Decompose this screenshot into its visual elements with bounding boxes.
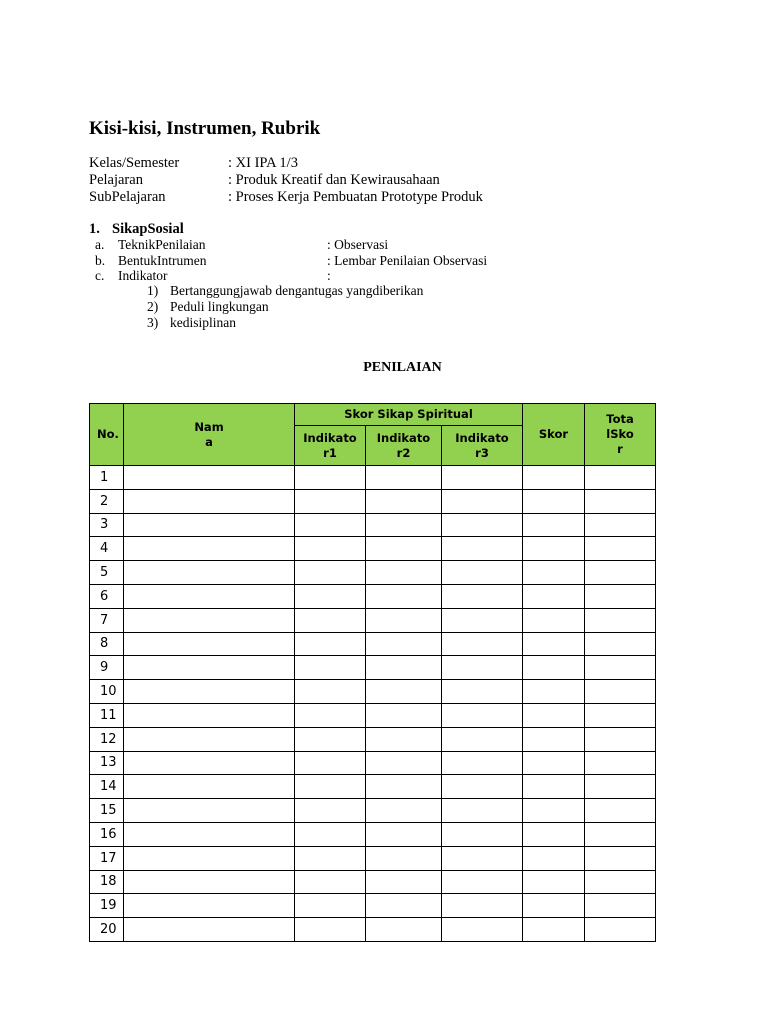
header-no: No. xyxy=(90,404,124,466)
skor-cell[interactable] xyxy=(523,584,585,608)
total-skor-cell[interactable] xyxy=(585,537,656,561)
row-number: 13 xyxy=(90,751,124,775)
indikator-3-cell[interactable] xyxy=(442,751,523,775)
table-row xyxy=(90,489,656,513)
indikator-3-cell[interactable] xyxy=(442,870,523,894)
table-row xyxy=(90,513,656,537)
indikator-3-cell[interactable] xyxy=(442,537,523,561)
indikator-3-cell[interactable] xyxy=(442,822,523,846)
row-number: 4 xyxy=(90,537,124,561)
header-group: Skor Sikap Spiritual xyxy=(295,404,523,426)
nama-cell[interactable] xyxy=(124,894,295,918)
item-letter: c. xyxy=(95,268,105,283)
header-ind1-line1: Indikato xyxy=(303,430,357,445)
row-number: 12 xyxy=(90,727,124,751)
section-title: SikapSosial xyxy=(112,221,184,237)
table-row xyxy=(90,846,656,870)
table-row xyxy=(90,918,656,942)
indikator-3-cell[interactable] xyxy=(442,489,523,513)
row-number: 15 xyxy=(90,799,124,823)
indikator-1-cell[interactable] xyxy=(295,466,366,490)
row-number: 2 xyxy=(90,489,124,513)
row-number: 8 xyxy=(90,632,124,656)
nama-cell[interactable] xyxy=(124,561,295,585)
indikator-1-cell[interactable] xyxy=(295,608,366,632)
skor-cell[interactable] xyxy=(523,870,585,894)
total-skor-cell[interactable] xyxy=(585,632,656,656)
skor-cell[interactable] xyxy=(523,561,585,585)
indikator-2-cell[interactable] xyxy=(366,656,442,680)
header-nama-line1: Nam xyxy=(194,419,224,434)
table-row xyxy=(90,632,656,656)
indicator-number: 3) xyxy=(147,315,159,330)
header-total-line3: r xyxy=(617,442,623,456)
header-ind3-line2: r3 xyxy=(475,445,489,460)
indikator-3-cell[interactable] xyxy=(442,703,523,727)
indicator-text: kedisiplinan xyxy=(170,315,236,330)
score-table xyxy=(89,403,656,942)
indikator-2-cell[interactable] xyxy=(366,584,442,608)
nama-cell[interactable] xyxy=(124,870,295,894)
skor-cell[interactable] xyxy=(523,608,585,632)
indikator-2-cell[interactable] xyxy=(366,561,442,585)
total-skor-cell[interactable] xyxy=(585,513,656,537)
indikator-3-cell[interactable] xyxy=(442,656,523,680)
skor-cell[interactable] xyxy=(523,466,585,490)
table-row xyxy=(90,703,656,727)
indikator-2-cell[interactable] xyxy=(366,799,442,823)
header-total-line2: lSko xyxy=(606,427,634,441)
skor-cell[interactable] xyxy=(523,680,585,704)
table-row xyxy=(90,656,656,680)
indikator-2-cell[interactable] xyxy=(366,513,442,537)
nama-cell[interactable] xyxy=(124,727,295,751)
skor-cell[interactable] xyxy=(523,632,585,656)
section-number: 1. xyxy=(89,221,100,237)
total-skor-cell[interactable] xyxy=(585,680,656,704)
header-ind1-line2: r1 xyxy=(323,445,337,460)
total-skor-cell[interactable] xyxy=(585,703,656,727)
item-label: Indikator xyxy=(118,268,168,283)
indicator-number: 2) xyxy=(147,299,159,314)
row-number: 10 xyxy=(90,680,124,704)
row-number: 14 xyxy=(90,775,124,799)
row-number: 18 xyxy=(90,870,124,894)
row-number: 17 xyxy=(90,846,124,870)
indikator-3-cell[interactable] xyxy=(442,466,523,490)
row-number: 16 xyxy=(90,822,124,846)
item-value: : Observasi xyxy=(327,237,389,252)
indikator-1-cell[interactable] xyxy=(295,680,366,704)
header-indikator-2 xyxy=(366,426,442,466)
total-skor-cell[interactable] xyxy=(585,489,656,513)
indikator-2-cell[interactable] xyxy=(366,918,442,942)
skor-cell[interactable] xyxy=(523,918,585,942)
indikator-1-cell[interactable] xyxy=(295,584,366,608)
indikator-2-cell[interactable] xyxy=(366,537,442,561)
indikator-1-cell[interactable] xyxy=(295,799,366,823)
meta-value: : Proses Kerja Pembuatan Prototype Produk xyxy=(228,189,483,205)
item-value: : xyxy=(327,268,331,283)
indikator-1-cell[interactable] xyxy=(295,822,366,846)
indikator-1-cell[interactable] xyxy=(295,656,366,680)
indicator-number: 1) xyxy=(147,283,159,298)
skor-cell[interactable] xyxy=(523,799,585,823)
table-row xyxy=(90,561,656,585)
indikator-2-cell[interactable] xyxy=(366,822,442,846)
meta-value: : XI IPA 1/3 xyxy=(228,155,298,171)
document-title: Kisi-kisi, Instrumen, Rubrik xyxy=(89,118,321,139)
indikator-1-cell[interactable] xyxy=(295,775,366,799)
total-skor-cell[interactable] xyxy=(585,751,656,775)
indikator-2-cell[interactable] xyxy=(366,489,442,513)
header-skor: Skor xyxy=(523,404,585,466)
indikator-2-cell[interactable] xyxy=(366,775,442,799)
nama-cell[interactable] xyxy=(124,680,295,704)
nama-cell[interactable] xyxy=(124,656,295,680)
indikator-2-cell[interactable] xyxy=(366,894,442,918)
row-number: 3 xyxy=(90,513,124,537)
indikator-1-cell[interactable] xyxy=(295,846,366,870)
indikator-3-cell[interactable] xyxy=(442,513,523,537)
indikator-3-cell[interactable] xyxy=(442,918,523,942)
score-table-body xyxy=(90,466,656,942)
nama-cell[interactable] xyxy=(124,822,295,846)
header-total xyxy=(585,404,656,466)
indikator-2-cell[interactable] xyxy=(366,680,442,704)
row-number: 9 xyxy=(90,656,124,680)
nama-cell[interactable] xyxy=(124,608,295,632)
item-letter: a. xyxy=(95,237,105,252)
nama-cell[interactable] xyxy=(124,632,295,656)
penilaian-heading: PENILAIAN xyxy=(363,360,442,375)
total-skor-cell[interactable] xyxy=(585,584,656,608)
row-number: 1 xyxy=(90,466,124,490)
table-row xyxy=(90,727,656,751)
total-skor-cell[interactable] xyxy=(585,608,656,632)
skor-cell[interactable] xyxy=(523,656,585,680)
indikator-1-cell[interactable] xyxy=(295,751,366,775)
total-skor-cell[interactable] xyxy=(585,656,656,680)
nama-cell[interactable] xyxy=(124,513,295,537)
indikator-3-cell[interactable] xyxy=(442,608,523,632)
indikator-2-cell[interactable] xyxy=(366,632,442,656)
indikator-3-cell[interactable] xyxy=(442,846,523,870)
skor-cell[interactable] xyxy=(523,751,585,775)
skor-cell[interactable] xyxy=(523,727,585,751)
item-letter: b. xyxy=(95,252,106,268)
header-indikator-1 xyxy=(295,426,366,466)
header-total-line1: Tota xyxy=(606,412,634,426)
table-row xyxy=(90,799,656,823)
indikator-1-cell[interactable] xyxy=(295,727,366,751)
indikator-1-cell[interactable] xyxy=(295,537,366,561)
skor-cell[interactable] xyxy=(523,775,585,799)
indikator-2-cell[interactable] xyxy=(366,846,442,870)
indikator-3-cell[interactable] xyxy=(442,894,523,918)
table-row xyxy=(90,822,656,846)
indikator-3-cell[interactable] xyxy=(442,561,523,585)
indikator-1-cell[interactable] xyxy=(295,703,366,727)
nama-cell[interactable] xyxy=(124,775,295,799)
indikator-1-cell[interactable] xyxy=(295,918,366,942)
nama-cell[interactable] xyxy=(124,846,295,870)
indikator-2-cell[interactable] xyxy=(366,751,442,775)
table-row xyxy=(90,680,656,704)
nama-cell[interactable] xyxy=(124,466,295,490)
nama-cell[interactable] xyxy=(124,584,295,608)
indikator-1-cell[interactable] xyxy=(295,513,366,537)
row-number: 7 xyxy=(90,608,124,632)
indikator-3-cell[interactable] xyxy=(442,584,523,608)
meta-label: Pelajaran xyxy=(89,172,143,188)
indikator-1-cell[interactable] xyxy=(295,870,366,894)
total-skor-cell[interactable] xyxy=(585,799,656,823)
skor-cell[interactable] xyxy=(523,489,585,513)
table-row xyxy=(90,775,656,799)
table-row xyxy=(90,584,656,608)
header-indikator-3 xyxy=(442,426,523,466)
total-skor-cell[interactable] xyxy=(585,870,656,894)
total-skor-cell[interactable] xyxy=(585,822,656,846)
header-ind2-line2: r2 xyxy=(396,445,411,460)
table-row xyxy=(90,894,656,918)
section-heading xyxy=(89,221,184,238)
table-row xyxy=(90,466,656,490)
skor-cell[interactable] xyxy=(523,822,585,846)
indikator-3-cell[interactable] xyxy=(442,799,523,823)
meta-label: SubPelajaran xyxy=(89,189,166,205)
nama-cell[interactable] xyxy=(124,799,295,823)
header-nama-line2: a xyxy=(205,434,213,449)
item-label: BentukIntrumen xyxy=(118,252,207,268)
meta-label: Kelas/Semester xyxy=(89,155,180,171)
indicator-text: Peduli lingkungan xyxy=(170,299,269,314)
total-skor-cell[interactable] xyxy=(585,894,656,918)
indikator-1-cell[interactable] xyxy=(295,632,366,656)
indikator-2-cell[interactable] xyxy=(366,703,442,727)
total-skor-cell[interactable] xyxy=(585,727,656,751)
total-skor-cell[interactable] xyxy=(585,561,656,585)
meta-value: : Produk Kreatif dan Kewirausahaan xyxy=(228,172,440,188)
skor-cell[interactable] xyxy=(523,846,585,870)
row-number: 11 xyxy=(90,703,124,727)
table-row xyxy=(90,608,656,632)
nama-cell[interactable] xyxy=(124,537,295,561)
indikator-3-cell[interactable] xyxy=(442,775,523,799)
table-row xyxy=(90,751,656,775)
nama-cell[interactable] xyxy=(124,489,295,513)
table-row xyxy=(90,870,656,894)
row-number: 19 xyxy=(90,894,124,918)
indikator-3-cell[interactable] xyxy=(442,680,523,704)
nama-cell[interactable] xyxy=(124,751,295,775)
indikator-2-cell[interactable] xyxy=(366,466,442,490)
indikator-1-cell[interactable] xyxy=(295,894,366,918)
indikator-3-cell[interactable] xyxy=(442,632,523,656)
indikator-3-cell[interactable] xyxy=(442,727,523,751)
total-skor-cell[interactable] xyxy=(585,775,656,799)
total-skor-cell[interactable] xyxy=(585,918,656,942)
indicator-text: Bertanggungjawab dengantugas yangdiberikan xyxy=(170,283,424,298)
row-number: 5 xyxy=(90,561,124,585)
nama-cell[interactable] xyxy=(124,703,295,727)
indikator-2-cell[interactable] xyxy=(366,727,442,751)
item-value: : Lembar Penilaian Observasi xyxy=(327,252,488,268)
header-nama xyxy=(124,404,295,466)
nama-cell[interactable] xyxy=(124,918,295,942)
header-ind2-line1: Indikato xyxy=(376,430,431,445)
table-row xyxy=(90,537,656,561)
row-number: 20 xyxy=(90,918,124,942)
total-skor-cell[interactable] xyxy=(585,466,656,490)
skor-cell[interactable] xyxy=(523,537,585,561)
indikator-1-cell[interactable] xyxy=(295,561,366,585)
header-ind3-line1: Indikato xyxy=(455,430,509,445)
indikator-2-cell[interactable] xyxy=(366,870,442,894)
row-number: 6 xyxy=(90,584,124,608)
total-skor-cell[interactable] xyxy=(585,846,656,870)
item-label: TeknikPenilaian xyxy=(118,237,206,252)
indikator-2-cell[interactable] xyxy=(366,608,442,632)
indikator-1-cell[interactable] xyxy=(295,489,366,513)
skor-cell[interactable] xyxy=(523,703,585,727)
skor-cell[interactable] xyxy=(523,894,585,918)
skor-cell[interactable] xyxy=(523,513,585,537)
